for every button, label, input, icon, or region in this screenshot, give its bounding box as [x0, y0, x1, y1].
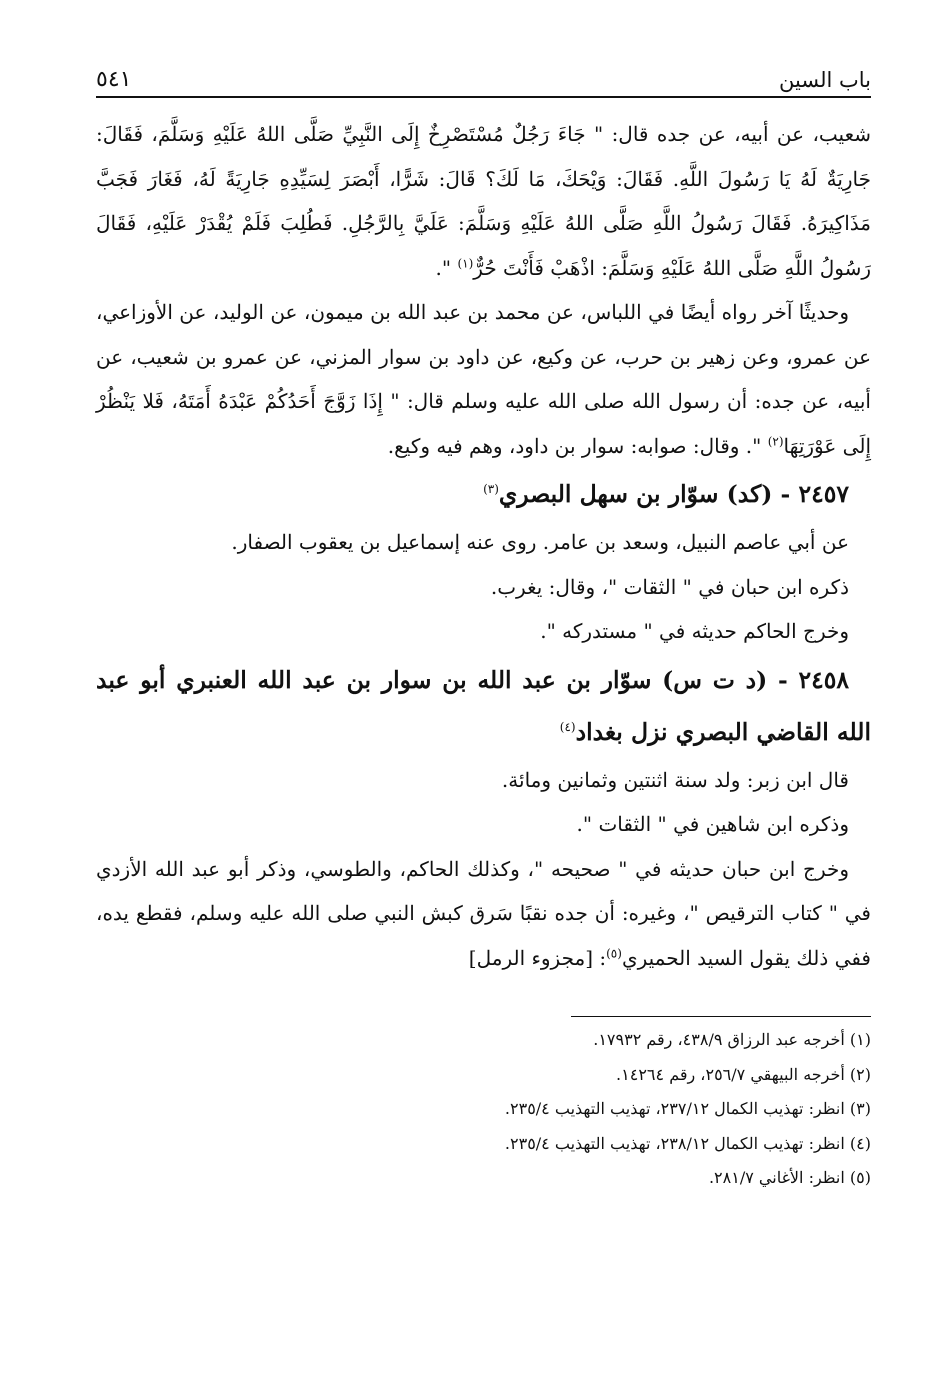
entry-heading: [96, 468, 871, 520]
paragraph: [96, 847, 871, 981]
footnote: (٢) أخرجه البيهقي ٢٥٦/٧، رقم ١٤٢٦٤.: [616, 1064, 871, 1084]
paragraph-text: ذكره ابن حبان في " الثقات "، وقال: يغرب.: [490, 574, 849, 599]
page-body: [96, 112, 871, 980]
entry-heading-text: ٢٤٥٨ - (د ت س) سوّار بن عبد الله بن سوار بن عبد الله العنبري أبو عبد الله القاضي البصري نزل بغداد: [96, 665, 871, 746]
running-head-title: باب السين: [779, 68, 871, 92]
footnote-divider: [571, 1016, 871, 1017]
footnote: (٥) انظر: الأغاني ٢٨١/٧.: [708, 1168, 871, 1187]
footnote: (٣) انظر: تهذيب الكمال ٢٣٧/١٢، تهذيب التهذيب ٢٣٥/٤.: [504, 1099, 871, 1118]
paragraph-text: شعيب، عن أبيه، عن جده قال: " جَاءَ رَجُلٌ مُسْتَصْرِخٌ إِلَى النَّبِيِّ صَلَّى اللهُ عَلَيْهِ وَسَلَّمَ، فَقَالَ: جَارِيَةٌ لَهُ يَا رَسُولَ اللَّهِ. فَقَالَ: وَيْحَكَ، مَا لَكَ؟ قَالَ: شَرًّا، أَبْصَرَ لِسَيِّدِهِ جَارِيَةً لَهُ، فَغَارَ فَجَبَّ مَذَاكِيرَهُ. فَقَالَ رَسُولُ اللَّهِ صَلَّى اللهُ عَلَيْهِ وَسَلَّمَ: عَلَيَّ بِالرَّجُلِ. فَطُلِبَ فَلَمْ يُقْدَرْ عَلَيْهِ، فَقَالَ رَسُولُ اللَّهِ صَلَّى اللهُ عَلَيْهِ وَسَلَّمَ: اذْهَبْ فَأَنْتَ حُرٌّ: [96, 122, 871, 280]
paragraph-tail: : [مجزوء الرمل]: [468, 945, 607, 970]
entry-heading: [96, 654, 871, 758]
running-head: [96, 52, 871, 98]
page-number: ٥٤١: [96, 67, 132, 92]
footnote: (١) أخرجه عبد الرزاق ٤٣٨/٩، رقم ١٧٩٣٢.: [593, 1030, 871, 1049]
paragraph: [96, 290, 871, 468]
book-page: [96, 52, 871, 1196]
paragraph: [96, 609, 871, 654]
paragraph: [96, 112, 871, 290]
paragraph: [96, 520, 871, 565]
paragraph-text: وحديثًا آخر رواه أيضًا في اللباس، عن محمد بن عبد الله بن ميمون، عن الوليد، عن الأوزاعي، عن عمرو، وعن زهير بن حرب، عن وكيع، عن داود بن سوار المزني، عن عمرو بن شعيب، عن أبيه، عن جده: أن رسول الله صلى الله عليه وسلم قال: " إِذَا زَوَّجَ أَحَدُكُمْ عَبْدَهُ أَمَتَهُ، فَلا يَنْظُرْ إِلَى عَوْرَتِهَا: [96, 300, 871, 458]
footnote: (٤) انظر: تهذيب الكمال ٢٣٨/١٢، تهذيب التهذيب ٢٣٥/٤.: [504, 1133, 871, 1153]
footnote-ref: (١): [457, 255, 474, 270]
paragraph-text: عن أبي عاصم النبيل، وسعد بن عامر. روى عنه إسماعيل بن يعقوب الصفار.: [231, 530, 849, 554]
paragraph: [96, 802, 871, 847]
footnote-ref: (٤): [559, 719, 576, 734]
paragraph-text: وذكره ابن شاهين في " الثقات ".: [576, 812, 849, 836]
footnote-ref: (٥): [606, 945, 622, 960]
paragraph: [96, 758, 871, 803]
entry-heading-text: ٢٤٥٧ - (كد) سوّار بن سهل البصري: [498, 480, 849, 508]
paragraph-text: وخرج ابن حبان حديثه في " صحيحه "، وكذلك الحاكم، والطوسي، وذكر أبو عبد الله الأزدي في " كتاب الترقيص "، وغيره: أن جده نقبًا سَرق كبش النبي صلى الله عليه وسلم، فقطع يده، ففي ذلك يقول السيد الحميري: [96, 856, 871, 970]
paragraph: [96, 565, 871, 610]
footnote-ref: (٢): [767, 433, 784, 448]
paragraph-tail: ". وقال: صوابه: سوار بن داود، وهم فيه وكيع.: [387, 433, 768, 458]
paragraph-tail: ".: [435, 255, 458, 280]
footnotes: [96, 1016, 871, 1196]
footnote-ref: (٣): [483, 482, 499, 497]
paragraph-text: قال ابن زبر: ولد سنة اثنتين وثمانين ومائة.: [501, 767, 849, 792]
paragraph-text: وخرج الحاكم حديثه في " مستدركه ".: [540, 619, 849, 643]
